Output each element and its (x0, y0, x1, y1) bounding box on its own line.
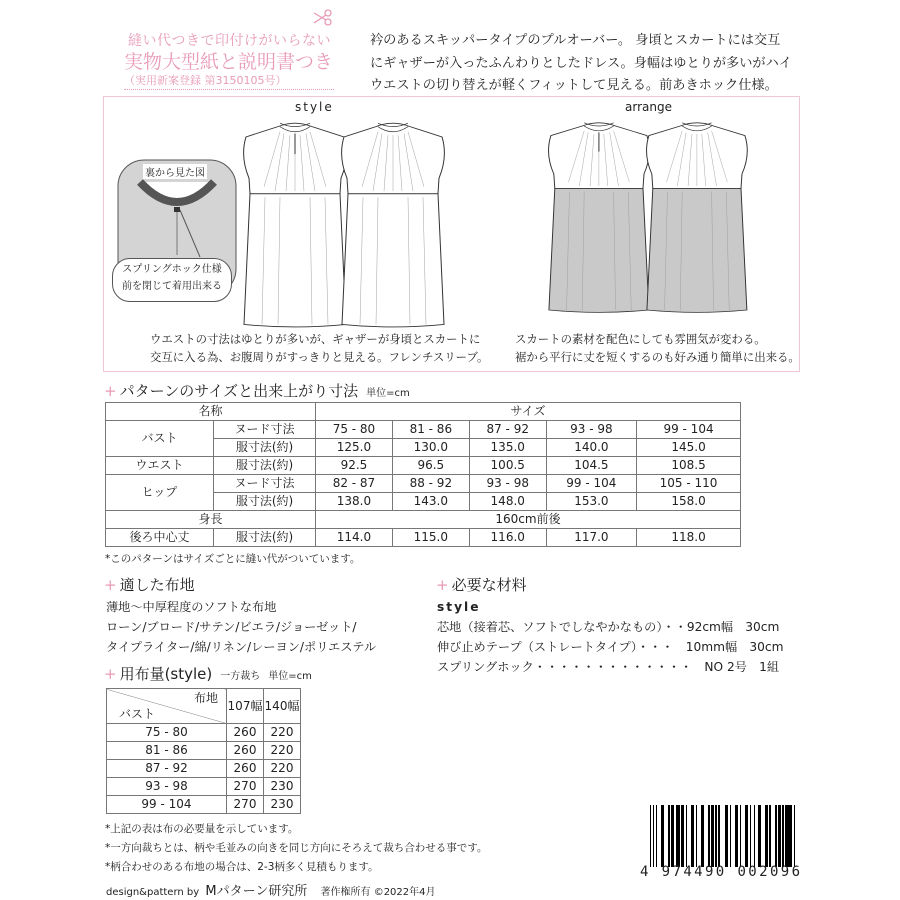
table-row (106, 529, 741, 547)
cell: 87 - 92 (107, 760, 227, 778)
cell: 260 (227, 742, 264, 760)
table-row (107, 742, 301, 760)
row-label: ウエスト (106, 457, 214, 475)
inset-title: 裏から見た図 (143, 164, 207, 179)
table-row (106, 475, 741, 493)
table-row (106, 421, 741, 439)
yardage-cut: 一方裁ち (220, 671, 261, 682)
header-line-1: 縫い代つきで印付けがいらない (128, 33, 331, 49)
cell: 117.0 (546, 529, 636, 547)
fabric-list (106, 597, 376, 657)
note-line: *一方向裁ちとは、柄や毛並みの向きを同じ方向にそろえて裁ち合わせる事です。 (105, 842, 488, 854)
size-table-title: パターンのサイズと出来上がり寸法 (119, 382, 359, 400)
inset-callout (112, 258, 232, 302)
cell: 270 (227, 796, 264, 814)
cell: 135.0 (469, 439, 546, 457)
table-row (107, 689, 301, 724)
caption-line: 交互に入る為、お腹周りがすっきりと見える。フレンチスリーブ。 (150, 350, 489, 364)
note-line: *上記の表は布の必要量を示しています。 (105, 823, 299, 835)
row-sublabel: 服寸法(約) (214, 457, 316, 475)
caption-line: ウエストの寸法はゆとりが多いが、ギャザーが身頃とスカートに (150, 332, 481, 346)
cell: 82 - 87 (316, 475, 393, 493)
size-table-unit: 単位=cm (366, 388, 410, 399)
cell: 220 (264, 724, 301, 742)
cell: 260 (227, 724, 264, 742)
cell: 143.0 (392, 493, 469, 511)
cell: 230 (264, 778, 301, 796)
row-sublabel: 服寸法(約) (214, 529, 316, 547)
materials-heading: + 必要な材料 (436, 576, 527, 594)
yardage-title: 用布量(style) (119, 665, 213, 683)
size-table-heading: + パターンのサイズと出来上がり寸法 単位=cm (104, 382, 410, 400)
row-label: 後ろ中心丈 (106, 529, 214, 547)
callout-line: 前を閉じて着用出来る (122, 281, 222, 292)
corner-cell (107, 689, 227, 724)
materials-list (437, 597, 783, 677)
description-line: 衿のあるスキッパータイプのプルオーバー。 身頃とスカートには交互 (370, 33, 781, 48)
barcode-digits: 4 974490 002096 (640, 864, 803, 880)
cell: 115.0 (392, 529, 469, 547)
cell: 116.0 (469, 529, 546, 547)
cell: 230 (264, 796, 301, 814)
row-label: 身長 (106, 511, 316, 529)
corner-bottom: バスト (119, 707, 156, 721)
style-label: style (295, 100, 334, 114)
table-row (107, 760, 301, 778)
footer-copyright: 著作権所有 ©2022年4月 (320, 887, 436, 898)
row-sublabel: ヌード寸法 (214, 421, 316, 439)
dress-style-front (244, 123, 347, 327)
cell: 104.5 (546, 457, 636, 475)
corner-top: 布地 (193, 691, 218, 705)
description-line: ウエストの切り替えが軽くフィットして見える。前あきホック仕様。 (370, 78, 778, 93)
row-label: ヒップ (106, 475, 214, 511)
yardage-notes (105, 820, 487, 877)
barcode-bar (794, 805, 795, 867)
cell: 153.0 (546, 493, 636, 511)
cell: 93 - 98 (107, 778, 227, 796)
material-item: 伸び止めテープ（ストレートタイプ）・・・ 10mm幅 30cm (437, 640, 784, 654)
cell: 88 - 92 (392, 475, 469, 493)
cell: 220 (264, 760, 301, 778)
yardage-unit: 単位=cm (268, 671, 312, 682)
cell: 140.0 (546, 439, 636, 457)
cell: 105 - 110 (637, 475, 741, 493)
caption-line: 裾から平行に丈を短くするのも好み通り簡単に出来る。 (515, 350, 800, 364)
dress-arrange-front (549, 123, 650, 313)
header-cell: 名称 (106, 403, 316, 421)
row-sublabel: ヌード寸法 (214, 475, 316, 493)
cell: 260 (227, 760, 264, 778)
size-table-note: *このパターンはサイズごとに縫い代がついています。 (105, 553, 361, 565)
table-row (106, 457, 741, 475)
fabric-line: 薄地〜中厚程度のソフトな布地 (106, 600, 277, 614)
cell: 93 - 98 (546, 421, 636, 439)
cell: 75 - 80 (316, 421, 393, 439)
caption-line: スカートの素材を配色にしても雰囲気が変わる。 (515, 332, 766, 346)
cell: 145.0 (637, 439, 741, 457)
barcode (650, 805, 795, 867)
cell: 138.0 (316, 493, 393, 511)
header-cell: 140幅 (264, 689, 301, 724)
cell: 270 (227, 778, 264, 796)
table-row (106, 511, 741, 529)
cell: 93 - 98 (469, 475, 546, 493)
style-caption (150, 330, 488, 366)
arrange-caption (515, 330, 800, 366)
cell: 160cm前後 (316, 511, 741, 529)
materials-title: 必要な材料 (451, 576, 527, 594)
cell: 99 - 104 (546, 475, 636, 493)
material-item: 芯地（接着芯、ソフトでしなやかなもの）・・92cm幅 30cm (437, 620, 780, 634)
table-row (106, 403, 741, 421)
header-line-3: （実用新案登録 第3150105号） (124, 74, 287, 87)
row-sublabel: 服寸法(約) (214, 439, 316, 457)
cell: 220 (264, 742, 301, 760)
dress-illustrations (0, 0, 900, 380)
callout-line: スプリングホック仕様 (122, 264, 222, 275)
table-row (107, 778, 301, 796)
cell: 75 - 80 (107, 724, 227, 742)
cell: 148.0 (469, 493, 546, 511)
fabric-title: 適した布地 (119, 576, 195, 594)
cell: 87 - 92 (469, 421, 546, 439)
footer-credit: design&pattern by (106, 887, 200, 898)
cell: 130.0 (392, 439, 469, 457)
cell: 81 - 86 (392, 421, 469, 439)
cell: 100.5 (469, 457, 546, 475)
fabric-line: ローン/ブロード/サテン/ビエラ/ジョーゼット/ (106, 620, 357, 634)
yardage-table (106, 688, 301, 814)
table-row (107, 796, 301, 814)
size-table (105, 402, 741, 547)
cell: 158.0 (637, 493, 741, 511)
cell: 108.5 (637, 457, 741, 475)
cell: 92.5 (316, 457, 393, 475)
table-row (107, 724, 301, 742)
cell: 99 - 104 (107, 796, 227, 814)
fabric-heading: + 適した布地 (104, 576, 195, 594)
header-line-2: 実物大型紙と説明書つき (124, 51, 334, 73)
cell: 114.0 (316, 529, 393, 547)
yardage-heading: + 用布量(style) 一方裁ち 単位=cm (104, 665, 312, 683)
fabric-line: タイプライター/綿/リネン/レーヨン/ポリエステル (106, 640, 377, 654)
dress-style-back (342, 123, 445, 327)
header-cell: 107幅 (227, 689, 264, 724)
cell: 118.0 (637, 529, 741, 547)
cell: 125.0 (316, 439, 393, 457)
row-sublabel: 服寸法(約) (214, 493, 316, 511)
materials-sub: style (437, 600, 481, 614)
header-cell: サイズ (316, 403, 741, 421)
arrange-label: arrange (625, 100, 672, 114)
dress-arrange-back (647, 123, 748, 313)
material-item: スプリングホック・・・・・・・・・・・・・ NO 2号 1組 (437, 660, 780, 674)
row-label: バスト (106, 421, 214, 457)
cell: 96.5 (392, 457, 469, 475)
description-line: にギャザーが入ったふんわりとしたドレス。身幅はゆとりが多いがハイ (370, 55, 792, 71)
footer (106, 880, 436, 899)
cell: 81 - 86 (107, 742, 227, 760)
cell: 99 - 104 (637, 421, 741, 439)
note-line: *柄合わせのある布地の場合は、2-3柄多く見積もります。 (105, 861, 379, 873)
footer-brand: Mパターン研究所 (205, 884, 308, 899)
